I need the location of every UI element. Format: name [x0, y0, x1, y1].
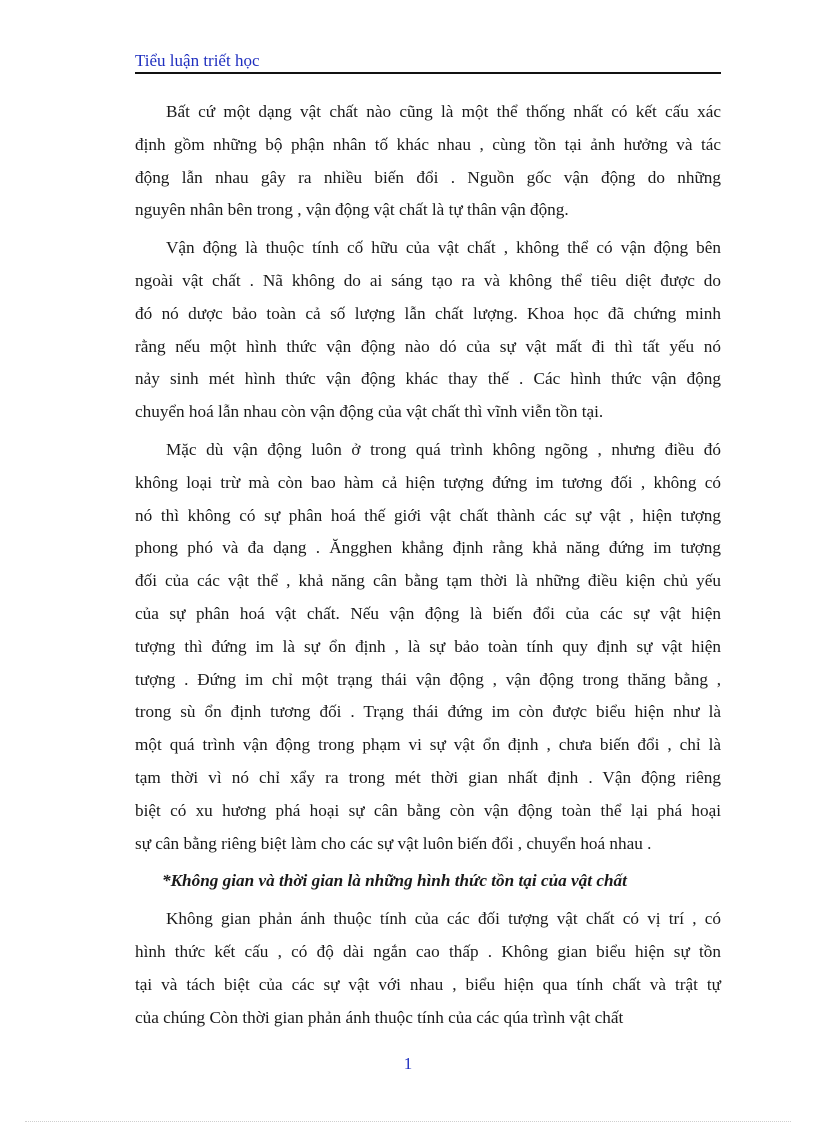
paragraph-line: Bất cứ một dạng vật chất nào cũng là một thể thống nhất có kết cấu xác [166, 102, 721, 121]
paragraph-2 [135, 232, 721, 429]
paragraph-line: hình thức kết cấu , có độ dài ngắn cao thấp . Không gian biểu hiện sự tồn [135, 941, 721, 961]
paragraph-1 [135, 96, 721, 227]
paragraph-line: tượng . Đứng im chỉ một trạng thái vận động , vận động trong thăng bằng , [135, 669, 721, 689]
paragraph-line: Không gian phản ánh thuộc tính của các đối tượng vật chất có vị trí , có [166, 909, 721, 929]
page-header [135, 50, 721, 74]
paragraph-line: nó thì không có sự phân hoá thế giới vật chất thành các sự vật , hiện tượng [135, 505, 721, 525]
paragraph-line: của sự phân hoá vật chất. Nếu vận động là biến đổi của các sự vật hiện [135, 603, 721, 623]
page-number: 1 [403, 1054, 413, 1073]
paragraph-line: rằng nếu một hình thức vận động nào dó của sự vật mất đi thì tất yếu nó [135, 336, 721, 356]
section-heading: *Không gian và thời gian là những hình thức tồn tại của vật chất [162, 871, 627, 891]
paragraph-line: nảy sinh mét hình thức vận động khác thay thế . Các hình thức vận động [135, 369, 721, 389]
page-bottom-border [25, 1121, 791, 1122]
paragraph-line: đối của các vật thể , khả năng cân bằng tạm thời là những điều kiện chủ yếu [135, 571, 721, 591]
header-title: Tiểu luận triết học [135, 51, 260, 70]
paragraph-line: một quá trình vận động trong phạm vi sự vật ổn định , chưa biến đổi , chỉ là [135, 735, 721, 755]
paragraph-line: của chúng Còn thời gian phản ánh thuộc tính của các qúa trình vật chất [135, 1007, 624, 1027]
paragraph-line: tạm thời vì nó chỉ xẩy ra trong mét thời gian nhất định . Vận động riêng [135, 767, 721, 787]
paragraph-line: chuyển hoá lẫn nhau còn vận động của vật chất thì vĩnh viễn tồn tại. [135, 402, 604, 422]
paragraph-line: nguyên nhân bên trong , vận động vật chất là tự thân vận động. [135, 200, 569, 220]
paragraph-line: trong sù ổn định tương đối . Trạng thái đứng im còn được biểu hiện như là [135, 702, 721, 722]
paragraph-3 [135, 434, 721, 860]
paragraph-line: Vận động là thuộc tính cố hữu của vật chất , không thể có vận động bên [166, 238, 721, 258]
paragraph-4 [135, 903, 721, 1034]
paragraph-line: ngoài vật chất . Nã không do ai sáng tạo ra và không thể tiêu diệt được do [135, 270, 721, 290]
paragraph-line: định gồm những bộ phận nhân tố khác nhau , cùng tồn tại ảnh hưởng và tác [135, 134, 721, 154]
document-body [135, 96, 721, 1034]
paragraph-line: biệt có xu hương phá hoại sự cân bằng còn vận động toàn thể lại phá hoại [135, 800, 721, 820]
paragraph-line: động lẫn nhau gây ra nhiều biến đổi . Nguồn gốc vận động do những [135, 167, 721, 187]
paragraph-line: phong phó và đa dạng . Ăngghen khẳng định rằng khả năng đứng im tượng [135, 538, 721, 558]
paragraph-line: sự cân bằng riêng biệt làm cho các sự vật luôn biến đổi , chuyển hoá nhau . [135, 833, 652, 853]
paragraph-line: Mặc dù vận động luôn ở trong quá trình không ngõng , nhưng điều đó [166, 439, 721, 459]
paragraph-line: tại và tách biệt của các sự vật với nhau , biểu hiện qua tính chất và trật tự [135, 974, 721, 994]
paragraph-line: không loại trừ mà còn bao hàm cả hiện tượng đứng im tương đối , không có [135, 472, 721, 492]
paragraph-line: đó nó dược bảo toàn cả số lượng lẫn chất lượng. Khoa học đã chứng minh [135, 303, 721, 323]
paragraph-line: tượng thì đứng im là sự ổn định , là sự bảo toàn tính quy định sự vật hiện [135, 636, 721, 656]
